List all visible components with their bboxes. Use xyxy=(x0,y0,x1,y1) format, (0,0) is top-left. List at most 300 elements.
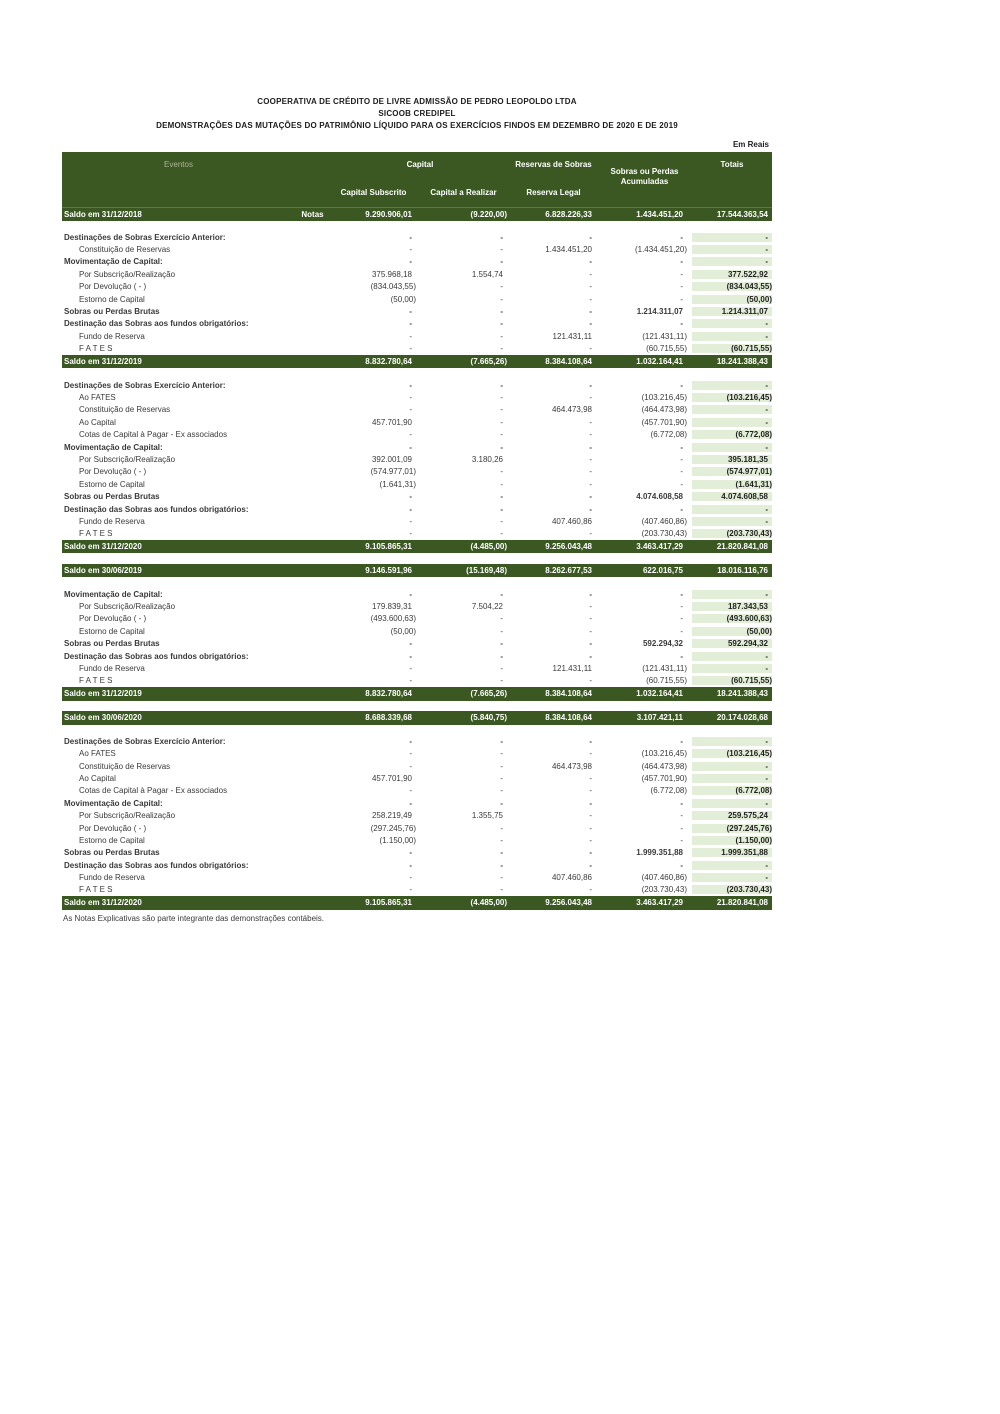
row-spacer xyxy=(62,221,772,232)
equity-statement-table xyxy=(62,152,772,910)
table-subheader xyxy=(62,188,772,197)
value-cell xyxy=(417,737,510,746)
table-row xyxy=(62,613,772,625)
value-text: 3.180,26 xyxy=(471,454,503,464)
value-cell xyxy=(417,467,510,476)
value-cell xyxy=(330,639,417,648)
value-cell xyxy=(417,517,510,526)
value-text: - xyxy=(589,626,592,636)
value-text: - xyxy=(500,245,503,255)
value-text: 18.241.388,43 xyxy=(716,689,768,699)
table-row xyxy=(62,503,772,515)
value-cell xyxy=(330,517,417,526)
value-cell xyxy=(417,282,510,291)
value-cell xyxy=(597,799,692,808)
row-label: Por Subscrição/Realização xyxy=(79,811,176,821)
value-cell xyxy=(597,270,692,279)
sobras-line1: Sobras ou Perdas xyxy=(610,167,679,176)
value-cell xyxy=(597,786,692,795)
value-text: - xyxy=(765,773,768,783)
value-cell xyxy=(330,332,417,341)
value-cell xyxy=(597,492,692,501)
value-text: (121.431,11) xyxy=(642,331,687,341)
value-cell xyxy=(510,811,597,820)
notas-cell: Notas xyxy=(301,209,324,219)
value-text: 1.999.351,88 xyxy=(721,848,768,858)
value-text: - xyxy=(680,602,683,612)
value-cell xyxy=(330,824,417,833)
value-text: - xyxy=(500,676,503,686)
value-text: - xyxy=(680,454,683,464)
value-cell xyxy=(330,861,417,870)
value-cell xyxy=(692,295,772,304)
value-cell xyxy=(330,295,417,304)
value-text: (1.641,31) xyxy=(379,479,416,489)
value-cell xyxy=(417,811,510,820)
row-label: Estorno de Capital xyxy=(79,835,145,845)
value-text: 18.016.116,76 xyxy=(717,566,768,576)
value-text: - xyxy=(409,319,412,329)
value-text: (103.216,45) xyxy=(641,392,687,402)
value-cell xyxy=(597,885,692,894)
row-label: Saldo em 30/06/2020 xyxy=(64,713,142,723)
row-label: Sobras ou Perdas Brutas xyxy=(64,307,160,317)
value-cell xyxy=(692,664,772,673)
value-text: - xyxy=(409,405,412,415)
row-label: F A T E S xyxy=(79,676,113,686)
value-text: 21.820.841,08 xyxy=(716,898,768,908)
table-row xyxy=(62,662,772,674)
value-cell xyxy=(510,898,597,907)
value-text: (4.485,00) xyxy=(470,898,507,908)
value-text: - xyxy=(409,798,412,808)
value-cell xyxy=(597,418,692,427)
value-cell xyxy=(510,664,597,673)
value-text: - xyxy=(500,392,503,402)
value-cell xyxy=(692,873,772,882)
balance-row xyxy=(62,540,772,554)
value-text: - xyxy=(680,504,683,514)
value-cell xyxy=(692,492,772,501)
value-text: - xyxy=(589,467,592,477)
value-cell xyxy=(510,257,597,266)
value-text: - xyxy=(500,442,503,452)
value-cell xyxy=(417,492,510,501)
value-text: 1.355,75 xyxy=(471,811,503,821)
value-text: - xyxy=(409,639,412,649)
value-cell xyxy=(330,455,417,464)
table-row xyxy=(62,650,772,662)
value-text: - xyxy=(500,380,503,390)
value-text: - xyxy=(680,319,683,329)
value-cell xyxy=(510,799,597,808)
value-text: - xyxy=(589,614,592,624)
table-row xyxy=(62,884,772,896)
value-text: 1.032.164,41 xyxy=(636,357,683,367)
value-cell xyxy=(692,811,772,820)
value-text: - xyxy=(589,269,592,279)
table-row xyxy=(62,293,772,305)
value-cell xyxy=(510,418,597,427)
value-text: - xyxy=(500,282,503,292)
value-text: - xyxy=(409,307,412,317)
value-cell xyxy=(417,774,510,783)
value-text: - xyxy=(765,442,768,452)
value-cell xyxy=(510,652,597,661)
value-text: (103.216,45) xyxy=(726,749,772,759)
row-spacer xyxy=(62,553,772,564)
value-cell xyxy=(597,393,692,402)
value-text: - xyxy=(680,736,683,746)
value-cell xyxy=(417,307,510,316)
value-cell xyxy=(510,357,597,366)
value-cell xyxy=(597,639,692,648)
value-cell xyxy=(597,566,692,575)
value-cell xyxy=(692,824,772,833)
value-cell xyxy=(417,848,510,857)
value-text: (1.150,00) xyxy=(379,835,416,845)
value-cell xyxy=(330,566,417,575)
value-cell xyxy=(597,319,692,328)
value-cell xyxy=(692,307,772,316)
value-cell xyxy=(597,749,692,758)
table-row xyxy=(62,478,772,490)
value-text: 17.544.363,54 xyxy=(716,209,768,219)
value-text: (60.715,55) xyxy=(731,344,772,354)
value-text: - xyxy=(500,664,503,674)
value-cell xyxy=(692,898,772,907)
value-cell xyxy=(417,443,510,452)
value-text: 8.384.108,64 xyxy=(545,689,592,699)
value-text: - xyxy=(589,589,592,599)
value-cell xyxy=(330,233,417,242)
value-cell xyxy=(597,233,692,242)
value-cell xyxy=(692,848,772,857)
value-cell xyxy=(692,245,772,254)
value-cell xyxy=(417,652,510,661)
row-label: Cotas de Capital à Pagar - Ex associados xyxy=(79,786,228,796)
value-text: - xyxy=(500,492,503,502)
value-cell xyxy=(510,381,597,390)
table-row xyxy=(62,466,772,478)
value-cell xyxy=(692,381,772,390)
value-text: 9.256.043,48 xyxy=(545,898,592,908)
value-text: - xyxy=(680,798,683,808)
value-cell xyxy=(510,713,597,722)
value-cell xyxy=(417,873,510,882)
value-text: - xyxy=(500,331,503,341)
value-text: - xyxy=(589,749,592,759)
value-cell xyxy=(417,664,510,673)
value-cell xyxy=(597,737,692,746)
value-text: - xyxy=(409,245,412,255)
value-cell xyxy=(692,542,772,551)
value-text: 8.832.780,64 xyxy=(365,689,412,699)
value-text: 392.001,09 xyxy=(371,454,412,464)
value-cell xyxy=(510,405,597,414)
value-cell xyxy=(692,762,772,771)
currency-note: Em Reais xyxy=(732,140,769,149)
value-cell xyxy=(692,517,772,526)
value-cell xyxy=(330,873,417,882)
row-label: Destinações de Sobras Exercício Anterior: xyxy=(64,380,226,390)
value-text: - xyxy=(409,664,412,674)
row-label: Saldo em 31/12/2018 xyxy=(64,209,142,219)
table-row xyxy=(62,822,772,834)
value-text: (464.473,98) xyxy=(641,761,687,771)
value-text: - xyxy=(409,331,412,341)
value-cell xyxy=(330,393,417,402)
row-spacer xyxy=(62,701,772,712)
column-header-totais: Totais xyxy=(720,160,744,169)
value-cell xyxy=(417,233,510,242)
value-text: - xyxy=(500,516,503,526)
value-cell xyxy=(330,689,417,698)
value-cell xyxy=(597,467,692,476)
value-cell xyxy=(330,319,417,328)
value-cell xyxy=(597,357,692,366)
value-text: 9.290.906,01 xyxy=(365,209,412,219)
value-text: 395.181,35 xyxy=(727,454,768,464)
value-text: 3.463.417,29 xyxy=(636,542,683,552)
column-header-capital-subscrito: Capital Subscrito xyxy=(340,188,407,197)
value-text: 121.431,11 xyxy=(552,331,592,341)
column-header-sobras-ou-perdas-acumuladas xyxy=(597,167,692,187)
value-cell xyxy=(510,517,597,526)
value-text: - xyxy=(680,811,683,821)
value-text: - xyxy=(409,736,412,746)
table-row xyxy=(62,305,772,317)
value-text: - xyxy=(589,319,592,329)
row-label: Fundo de Reserva xyxy=(79,873,145,883)
value-text: - xyxy=(680,442,683,452)
row-label: F A T E S xyxy=(79,529,113,539)
value-text: - xyxy=(500,786,503,796)
balance-row xyxy=(62,896,772,910)
row-label: Por Devolução ( - ) xyxy=(79,282,147,292)
value-text: - xyxy=(409,885,412,895)
column-group-reservas-de-sobras: Reservas de Sobras xyxy=(515,160,592,169)
value-text: - xyxy=(589,232,592,242)
value-cell xyxy=(417,898,510,907)
value-cell xyxy=(597,774,692,783)
statement-content xyxy=(62,96,772,923)
table-row xyxy=(62,772,772,784)
value-text: - xyxy=(500,504,503,514)
value-cell xyxy=(597,602,692,611)
table-row xyxy=(62,330,772,342)
table-row xyxy=(62,231,772,243)
value-cell xyxy=(597,344,692,353)
value-text: 8.688.339,68 xyxy=(365,713,412,723)
spacer-totais-col xyxy=(692,188,772,197)
value-text: - xyxy=(500,344,503,354)
value-text: (6.772,08) xyxy=(735,786,772,796)
value-text: - xyxy=(409,380,412,390)
value-text: - xyxy=(500,529,503,539)
value-text: - xyxy=(500,773,503,783)
value-text: (9.220,00) xyxy=(470,209,507,219)
value-cell xyxy=(417,885,510,894)
value-cell xyxy=(597,590,692,599)
value-text: (5.840,75) xyxy=(470,713,507,723)
value-cell xyxy=(692,652,772,661)
value-text: (574.977,01) xyxy=(726,467,772,477)
balance-row xyxy=(62,207,772,221)
value-cell xyxy=(330,676,417,685)
value-cell xyxy=(330,307,417,316)
value-text: (297.245,76) xyxy=(726,823,772,833)
value-text: 457.701,90 xyxy=(371,417,412,427)
value-text: - xyxy=(589,848,592,858)
value-text: (834.043,55) xyxy=(370,282,416,292)
table-row xyxy=(62,404,772,416)
value-text: 1.554,74 xyxy=(471,269,503,279)
value-text: - xyxy=(765,589,768,599)
value-text: - xyxy=(500,467,503,477)
value-text: - xyxy=(765,257,768,267)
value-cell xyxy=(330,590,417,599)
value-cell xyxy=(510,737,597,746)
value-text: - xyxy=(409,786,412,796)
value-text: - xyxy=(680,282,683,292)
value-text: - xyxy=(765,232,768,242)
value-text: - xyxy=(589,529,592,539)
value-cell xyxy=(330,762,417,771)
value-text: - xyxy=(589,860,592,870)
value-text: - xyxy=(409,749,412,759)
value-cell xyxy=(510,467,597,476)
value-text: 407.460,86 xyxy=(551,516,592,526)
row-label: Saldo em 31/12/2020 xyxy=(64,542,142,552)
value-cell xyxy=(330,492,417,501)
value-text: 8.384.108,64 xyxy=(545,357,592,367)
value-cell xyxy=(597,762,692,771)
value-text: (203.730,43) xyxy=(726,885,772,895)
value-text: - xyxy=(409,860,412,870)
value-text: - xyxy=(409,676,412,686)
value-cell xyxy=(510,873,597,882)
value-text: - xyxy=(589,773,592,783)
value-text: - xyxy=(409,873,412,883)
value-text: 259.575,24 xyxy=(727,811,768,821)
value-cell xyxy=(510,529,597,538)
value-cell xyxy=(692,344,772,353)
value-text: - xyxy=(500,319,503,329)
table-row xyxy=(62,441,772,453)
value-text: 8.262.677,53 xyxy=(545,566,592,576)
value-text: - xyxy=(680,467,683,477)
row-label: Por Devolução ( - ) xyxy=(79,467,147,477)
value-text: (50,00) xyxy=(390,626,416,636)
value-cell xyxy=(417,295,510,304)
value-text: - xyxy=(500,614,503,624)
table-row xyxy=(62,871,772,883)
value-cell xyxy=(417,566,510,575)
row-label: Movimentação de Capital: xyxy=(64,257,163,267)
value-text: (457.701,90) xyxy=(641,773,687,783)
value-text: 1.214.311,07 xyxy=(721,307,768,317)
value-cell xyxy=(692,418,772,427)
value-cell xyxy=(692,282,772,291)
value-cell xyxy=(597,257,692,266)
row-label: Movimentação de Capital: xyxy=(64,589,163,599)
balance-row xyxy=(62,687,772,701)
value-cell xyxy=(417,381,510,390)
value-text: - xyxy=(589,504,592,514)
value-text: 1.434.451,20 xyxy=(636,209,683,219)
value-text: - xyxy=(409,761,412,771)
value-text: - xyxy=(680,589,683,599)
value-text: - xyxy=(589,417,592,427)
value-text: - xyxy=(680,479,683,489)
value-cell xyxy=(510,627,597,636)
value-cell xyxy=(330,505,417,514)
value-cell xyxy=(330,627,417,636)
value-cell xyxy=(692,319,772,328)
value-text: - xyxy=(765,405,768,415)
row-label: Constituição de Reservas xyxy=(79,245,171,255)
value-text: 258.219,49 xyxy=(371,811,412,821)
value-text: (121.431,11) xyxy=(642,664,687,674)
value-cell xyxy=(510,885,597,894)
value-cell xyxy=(510,505,597,514)
table-row xyxy=(62,281,772,293)
value-cell xyxy=(692,270,772,279)
value-text: (103.216,45) xyxy=(726,392,772,402)
row-label: Ao Capital xyxy=(79,417,116,427)
value-text: - xyxy=(765,873,768,883)
value-cell xyxy=(510,233,597,242)
table-row xyxy=(62,797,772,809)
value-text: - xyxy=(409,516,412,526)
value-text: (1.434.451,20) xyxy=(634,245,687,255)
value-cell xyxy=(510,393,597,402)
value-text: - xyxy=(589,294,592,304)
value-text: (834.043,55) xyxy=(726,282,772,292)
value-cell xyxy=(417,614,510,623)
value-text: - xyxy=(589,479,592,489)
value-cell xyxy=(510,848,597,857)
table-row xyxy=(62,748,772,760)
row-label: Saldo em 31/12/2019 xyxy=(64,689,142,699)
value-text: (457.701,90) xyxy=(641,417,687,427)
value-text: - xyxy=(409,344,412,354)
value-text: (203.730,43) xyxy=(641,885,687,895)
value-cell xyxy=(692,836,772,845)
value-text: - xyxy=(680,294,683,304)
value-text: - xyxy=(409,848,412,858)
value-cell xyxy=(692,455,772,464)
value-cell xyxy=(510,344,597,353)
value-text: - xyxy=(500,835,503,845)
value-cell xyxy=(510,332,597,341)
value-text: - xyxy=(500,294,503,304)
value-text: (464.473,98) xyxy=(641,405,687,415)
value-cell xyxy=(417,861,510,870)
value-text: - xyxy=(409,589,412,599)
value-text: (6.772,08) xyxy=(650,786,687,796)
value-cell xyxy=(417,713,510,722)
value-cell xyxy=(692,614,772,623)
table-row xyxy=(62,490,772,502)
value-cell xyxy=(417,676,510,685)
spacer-notas-col xyxy=(295,188,330,197)
value-cell xyxy=(692,443,772,452)
value-cell xyxy=(597,480,692,489)
value-text: - xyxy=(589,442,592,452)
value-cell xyxy=(692,786,772,795)
